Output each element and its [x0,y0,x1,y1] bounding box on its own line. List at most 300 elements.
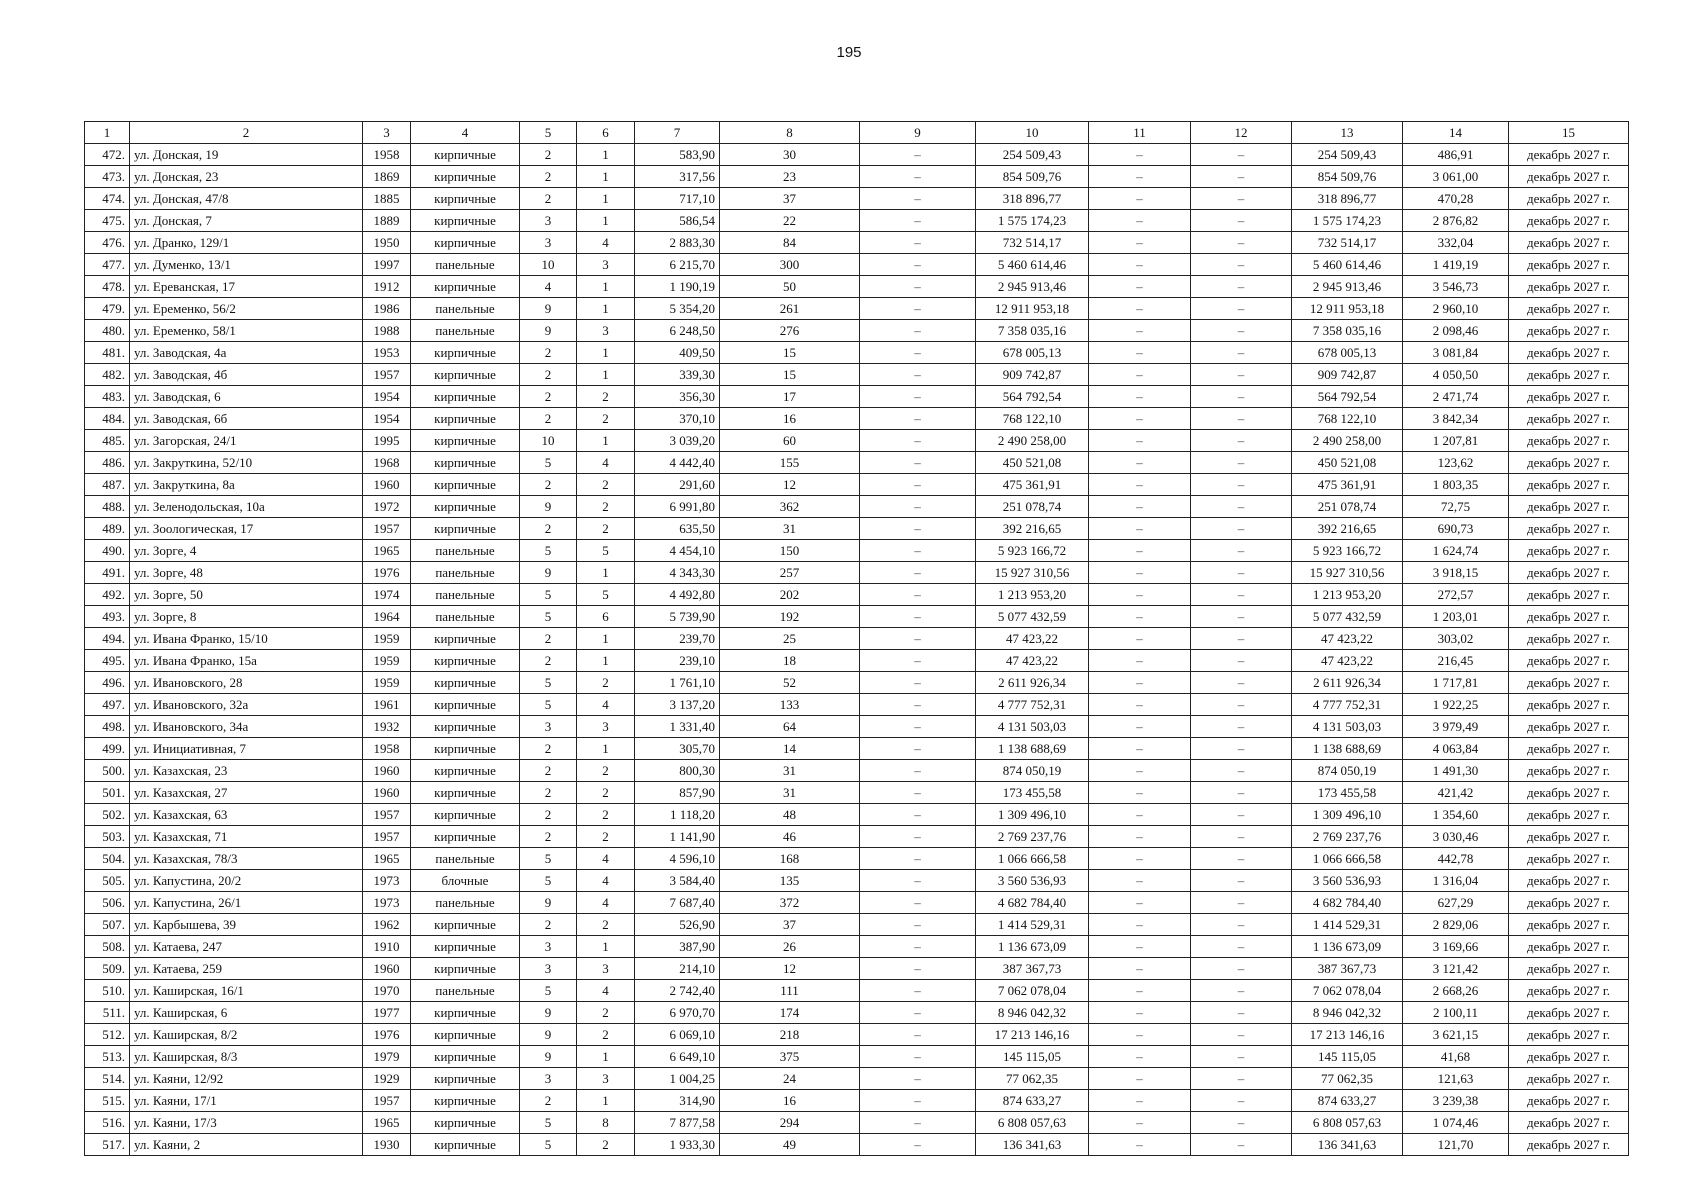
table-cell: 1 575 174,23 [1292,210,1403,232]
table-cell: – [1191,496,1292,518]
table-cell: ул. Каяни, 17/3 [130,1112,363,1134]
table-cell: – [1089,474,1191,496]
table-cell: – [860,210,976,232]
table-cell: 111 [720,980,860,1002]
table-cell: – [1191,562,1292,584]
table-cell: 2 [520,628,577,650]
table-cell: 47 423,22 [976,650,1089,672]
table-cell: 239,70 [635,628,720,650]
table-cell: 150 [720,540,860,562]
table-cell: 136 341,63 [1292,1134,1403,1156]
table-cell: 442,78 [1403,848,1509,870]
table-cell: панельные [411,540,520,562]
table-cell: – [1191,188,1292,210]
table-cell: ул. Каяни, 12/92 [130,1068,363,1090]
table-cell: декабрь 2027 г. [1509,210,1629,232]
table-cell: – [860,386,976,408]
table-cell: 1 [577,210,635,232]
table-cell: кирпичные [411,452,520,474]
table-cell: – [860,694,976,716]
table-cell: 2 [520,1090,577,1112]
table-cell: 513. [85,1046,130,1068]
table-cell: 3 [577,716,635,738]
table-cell: 1959 [363,650,411,672]
table-cell: 121,63 [1403,1068,1509,1090]
table-cell: – [1191,716,1292,738]
table-cell: – [860,408,976,430]
table-cell: 1976 [363,1024,411,1046]
table-cell: – [860,1134,976,1156]
table-cell: 2 [577,914,635,936]
table-cell: 37 [720,914,860,936]
table-cell: 635,50 [635,518,720,540]
table-cell: 2 [577,386,635,408]
table-cell: – [1191,870,1292,892]
table-cell: – [1191,474,1292,496]
table-cell: 1 118,20 [635,804,720,826]
table-cell: ул. Зорге, 50 [130,584,363,606]
table-cell: 1957 [363,364,411,386]
table-cell: – [1089,188,1191,210]
table-cell: панельные [411,320,520,342]
table-cell: 6 808 057,63 [976,1112,1089,1134]
table-cell: 3 137,20 [635,694,720,716]
table-cell: декабрь 2027 г. [1509,496,1629,518]
table-cell: ул. Каяни, 2 [130,1134,363,1156]
table-cell: 2 [577,1134,635,1156]
table-cell: 2 490 258,00 [1292,430,1403,452]
table-cell: кирпичные [411,958,520,980]
table-cell: 421,42 [1403,782,1509,804]
table-cell: 3 121,42 [1403,958,1509,980]
table-cell: 2 [577,408,635,430]
table-cell: кирпичные [411,1112,520,1134]
table-cell: 15 927 310,56 [1292,562,1403,584]
table-cell: 494. [85,628,130,650]
table-cell: – [1089,1024,1191,1046]
table-cell: 497. [85,694,130,716]
table-cell: 1957 [363,1090,411,1112]
table-cell: – [860,1068,976,1090]
table-cell: 768 122,10 [976,408,1089,430]
table-cell: кирпичные [411,936,520,958]
table-cell: 1 922,25 [1403,694,1509,716]
table-cell: – [1191,694,1292,716]
table-row [85,408,1629,430]
table-cell: 488. [85,496,130,518]
table-cell: 3 979,49 [1403,716,1509,738]
table-cell: кирпичные [411,1134,520,1156]
table-cell: – [1089,914,1191,936]
table-cell: 387,90 [635,936,720,958]
table-cell: ул. Карбышева, 39 [130,914,363,936]
table-cell: 503. [85,826,130,848]
table-cell: – [1191,1046,1292,1068]
table-cell: ул. Казахская, 78/3 [130,848,363,870]
table-cell: 732 514,17 [1292,232,1403,254]
table-cell: 2 945 913,46 [976,276,1089,298]
table-row [85,804,1629,826]
table-cell: – [1191,650,1292,672]
table-cell: 1 136 673,09 [976,936,1089,958]
table-cell: ул. Дранко, 129/1 [130,232,363,254]
table-cell: декабрь 2027 г. [1509,320,1629,342]
table-cell: – [1089,716,1191,738]
table-cell: декабрь 2027 г. [1509,518,1629,540]
table-cell: 303,02 [1403,628,1509,650]
table-cell: – [860,1024,976,1046]
table-cell: 1929 [363,1068,411,1090]
table-cell: декабрь 2027 г. [1509,298,1629,320]
table-row [85,518,1629,540]
table-cell: 23 [720,166,860,188]
table-cell: 318 896,77 [976,188,1089,210]
table-cell: 515. [85,1090,130,1112]
column-header: 2 [130,122,363,144]
table-cell: 854 509,76 [976,166,1089,188]
table-cell: 498. [85,716,130,738]
table-cell: ул. Казахская, 71 [130,826,363,848]
table-cell: 4 [577,870,635,892]
table-cell: 123,62 [1403,452,1509,474]
table-cell: 1972 [363,496,411,518]
table-cell: – [1089,650,1191,672]
table-cell: 37 [720,188,860,210]
table-cell: 475 361,91 [976,474,1089,496]
table-cell: 2 769 237,76 [976,826,1089,848]
table-cell: 1977 [363,1002,411,1024]
table-cell: кирпичные [411,1024,520,1046]
table-cell: 14 [720,738,860,760]
table-cell: ул. Катаева, 247 [130,936,363,958]
table-cell: – [860,826,976,848]
table-cell: кирпичные [411,210,520,232]
table-cell: панельные [411,606,520,628]
table-cell: – [1191,672,1292,694]
table-cell: 2 [520,166,577,188]
table-cell: 17 213 146,16 [1292,1024,1403,1046]
table-cell: 1 624,74 [1403,540,1509,562]
table-cell: 483. [85,386,130,408]
table-cell: 15 [720,364,860,386]
table-cell: 4 131 503,03 [976,716,1089,738]
table-cell: 136 341,63 [976,1134,1089,1156]
table-cell: 1869 [363,166,411,188]
table-cell: 8 946 042,32 [1292,1002,1403,1024]
table-row [85,694,1629,716]
table-cell: 475 361,91 [1292,474,1403,496]
table-cell: – [1191,936,1292,958]
table-cell: декабрь 2027 г. [1509,1024,1629,1046]
table-cell: 1973 [363,892,411,914]
table-cell: 5 077 432,59 [976,606,1089,628]
table-cell: 47 423,22 [1292,650,1403,672]
table-cell: 4 682 784,40 [976,892,1089,914]
table-cell: 5 [520,540,577,562]
table-cell: 564 792,54 [976,386,1089,408]
table-cell: 9 [520,1024,577,1046]
table-cell: 272,57 [1403,584,1509,606]
table-cell: панельные [411,848,520,870]
table-cell: 491. [85,562,130,584]
table-cell: 145 115,05 [976,1046,1089,1068]
table-cell: 2 [520,760,577,782]
table-cell: 3 [520,232,577,254]
table-cell: кирпичные [411,650,520,672]
table-cell: – [1089,1068,1191,1090]
table-row [85,870,1629,892]
column-header: 3 [363,122,411,144]
table-cell: ул. Ивановского, 32а [130,694,363,716]
table-cell: декабрь 2027 г. [1509,188,1629,210]
table-cell: – [860,540,976,562]
table-cell: ул. Донская, 7 [130,210,363,232]
table-cell: 1965 [363,540,411,562]
table-cell: 1 [577,562,635,584]
table-cell: 502. [85,804,130,826]
column-header: 1 [85,122,130,144]
table-cell: – [1089,760,1191,782]
table-cell: 1 [577,628,635,650]
table-cell: ул. Казахская, 27 [130,782,363,804]
table-cell: 510. [85,980,130,1002]
table-cell: 17 [720,386,860,408]
table-cell: – [1191,628,1292,650]
table-cell: – [1191,320,1292,342]
table-cell: кирпичные [411,386,520,408]
table-cell: декабрь 2027 г. [1509,1112,1629,1134]
table-cell: 1959 [363,628,411,650]
table-cell: ул. Заводская, 4а [130,342,363,364]
table-cell: 3 621,15 [1403,1024,1509,1046]
table-cell: 489. [85,518,130,540]
table-cell: 362 [720,496,860,518]
table-cell: – [1089,210,1191,232]
table-cell: 4 131 503,03 [1292,716,1403,738]
column-header: 8 [720,122,860,144]
table-cell: 1 [577,342,635,364]
table-cell: 3 584,40 [635,870,720,892]
table-cell: 155 [720,452,860,474]
table-cell: 678 005,13 [1292,342,1403,364]
table-cell: декабрь 2027 г. [1509,738,1629,760]
table-cell: – [1089,584,1191,606]
table-row [85,144,1629,166]
table-cell: декабрь 2027 г. [1509,562,1629,584]
table-cell: ул. Казахская, 63 [130,804,363,826]
table-cell: 5 [577,584,635,606]
table-cell: – [860,716,976,738]
table-cell: 3 [520,716,577,738]
table-cell: 254 509,43 [976,144,1089,166]
table-cell: 1968 [363,452,411,474]
table-cell: – [860,254,976,276]
table-cell: 909 742,87 [976,364,1089,386]
table-cell: 77 062,35 [1292,1068,1403,1090]
table-row [85,342,1629,364]
table-cell: 4 [577,848,635,870]
table-cell: 2 611 926,34 [1292,672,1403,694]
page-number: 195 [836,44,862,61]
table-cell: – [860,584,976,606]
table-cell: декабрь 2027 г. [1509,694,1629,716]
table-cell: 409,50 [635,342,720,364]
table-cell: 3 081,84 [1403,342,1509,364]
table-cell: 1885 [363,188,411,210]
table-cell: – [860,1112,976,1134]
table-cell: декабрь 2027 г. [1509,716,1629,738]
table-cell: 5 739,90 [635,606,720,628]
table-row [85,914,1629,936]
table-cell: – [1191,1024,1292,1046]
table-cell: 495. [85,650,130,672]
table-cell: 10 [520,430,577,452]
table-cell: декабрь 2027 г. [1509,1002,1629,1024]
table-cell: – [860,144,976,166]
table-cell: 6 808 057,63 [1292,1112,1403,1134]
table-cell: 2 742,40 [635,980,720,1002]
table-cell: 507. [85,914,130,936]
table-cell: 64 [720,716,860,738]
table-cell: 1 136 673,09 [1292,936,1403,958]
table-cell: 6 991,80 [635,496,720,518]
column-header: 5 [520,122,577,144]
table-cell: 1958 [363,144,411,166]
table-cell: 564 792,54 [1292,386,1403,408]
table-cell: декабрь 2027 г. [1509,584,1629,606]
table-cell: 3 [577,1068,635,1090]
table-row [85,936,1629,958]
table-cell: 2 [520,804,577,826]
table-cell: ул. Зорге, 8 [130,606,363,628]
table-cell: – [1089,804,1191,826]
table-cell: – [860,870,976,892]
table-cell: 499. [85,738,130,760]
table-cell: 492. [85,584,130,606]
table-cell: 526,90 [635,914,720,936]
table-cell: кирпичные [411,144,520,166]
column-header: 6 [577,122,635,144]
table-cell: – [860,804,976,826]
table-cell: 8 [577,1112,635,1134]
table-cell: 291,60 [635,474,720,496]
table-cell: – [1089,1112,1191,1134]
table-row [85,430,1629,452]
table-cell: – [1089,606,1191,628]
table-cell: 4 682 784,40 [1292,892,1403,914]
table-cell: кирпичные [411,364,520,386]
table-cell: 1910 [363,936,411,958]
table-row [85,892,1629,914]
table-cell: ул. Донская, 19 [130,144,363,166]
table-cell: – [1089,430,1191,452]
table-cell: – [860,496,976,518]
table-row [85,738,1629,760]
table-cell: 473. [85,166,130,188]
table-cell: 7 062 078,04 [1292,980,1403,1002]
table-cell: 1954 [363,386,411,408]
table-cell: – [1191,980,1292,1002]
table-cell: 5 [520,980,577,1002]
table-cell: 305,70 [635,738,720,760]
table-cell: 1 141,90 [635,826,720,848]
table-cell: 72,75 [1403,496,1509,518]
table-cell: 60 [720,430,860,452]
table-body [85,144,1629,1156]
table-cell: – [1191,408,1292,430]
table-row [85,628,1629,650]
table-cell: 485. [85,430,130,452]
table-cell: 4 [577,694,635,716]
table-cell: – [860,452,976,474]
table-cell: 3 039,20 [635,430,720,452]
table-cell: 690,73 [1403,518,1509,540]
table-row [85,584,1629,606]
table-cell: 1 761,10 [635,672,720,694]
table-cell: 509. [85,958,130,980]
table-cell: 514. [85,1068,130,1090]
table-cell: 5 923 166,72 [1292,540,1403,562]
table-row [85,210,1629,232]
table-cell: 9 [520,562,577,584]
table-cell: декабрь 2027 г. [1509,782,1629,804]
table-cell: декабрь 2027 г. [1509,474,1629,496]
table-cell: – [860,650,976,672]
table-cell: 1953 [363,342,411,364]
table-cell: панельные [411,298,520,320]
table-cell: 6 248,50 [635,320,720,342]
table-cell: панельные [411,980,520,1002]
table-cell: – [1191,144,1292,166]
table-cell: декабрь 2027 г. [1509,166,1629,188]
table-cell: 202 [720,584,860,606]
table-cell: 1 [577,276,635,298]
table-cell: – [860,738,976,760]
table-cell: – [1089,320,1191,342]
table-cell: 1988 [363,320,411,342]
table-cell: – [1191,584,1292,606]
table-cell: – [860,1090,976,1112]
table-row [85,540,1629,562]
table-cell: – [1191,1090,1292,1112]
table-cell: – [1089,1002,1191,1024]
table-cell: – [1191,760,1292,782]
table-cell: 17 213 146,16 [976,1024,1089,1046]
table-cell: 9 [520,1046,577,1068]
table-cell: – [1191,364,1292,386]
table-cell: 1 309 496,10 [1292,804,1403,826]
table-row [85,760,1629,782]
table-cell: 26 [720,936,860,958]
table-cell: 3 546,73 [1403,276,1509,298]
table-cell: блочные [411,870,520,892]
table-cell: 504. [85,848,130,870]
table-cell: – [1089,518,1191,540]
table-cell: ул. Еременко, 58/1 [130,320,363,342]
table-cell: кирпичные [411,914,520,936]
table-cell: – [860,1002,976,1024]
table-cell: – [860,628,976,650]
table-cell: 627,29 [1403,892,1509,914]
table-cell: 487. [85,474,130,496]
table-cell: 1 [577,430,635,452]
table-cell: 314,90 [635,1090,720,1112]
table-cell: 1979 [363,1046,411,1068]
table-cell: – [1191,892,1292,914]
table-cell: ул. Еременко, 56/2 [130,298,363,320]
table-row [85,232,1629,254]
table-cell: 1964 [363,606,411,628]
